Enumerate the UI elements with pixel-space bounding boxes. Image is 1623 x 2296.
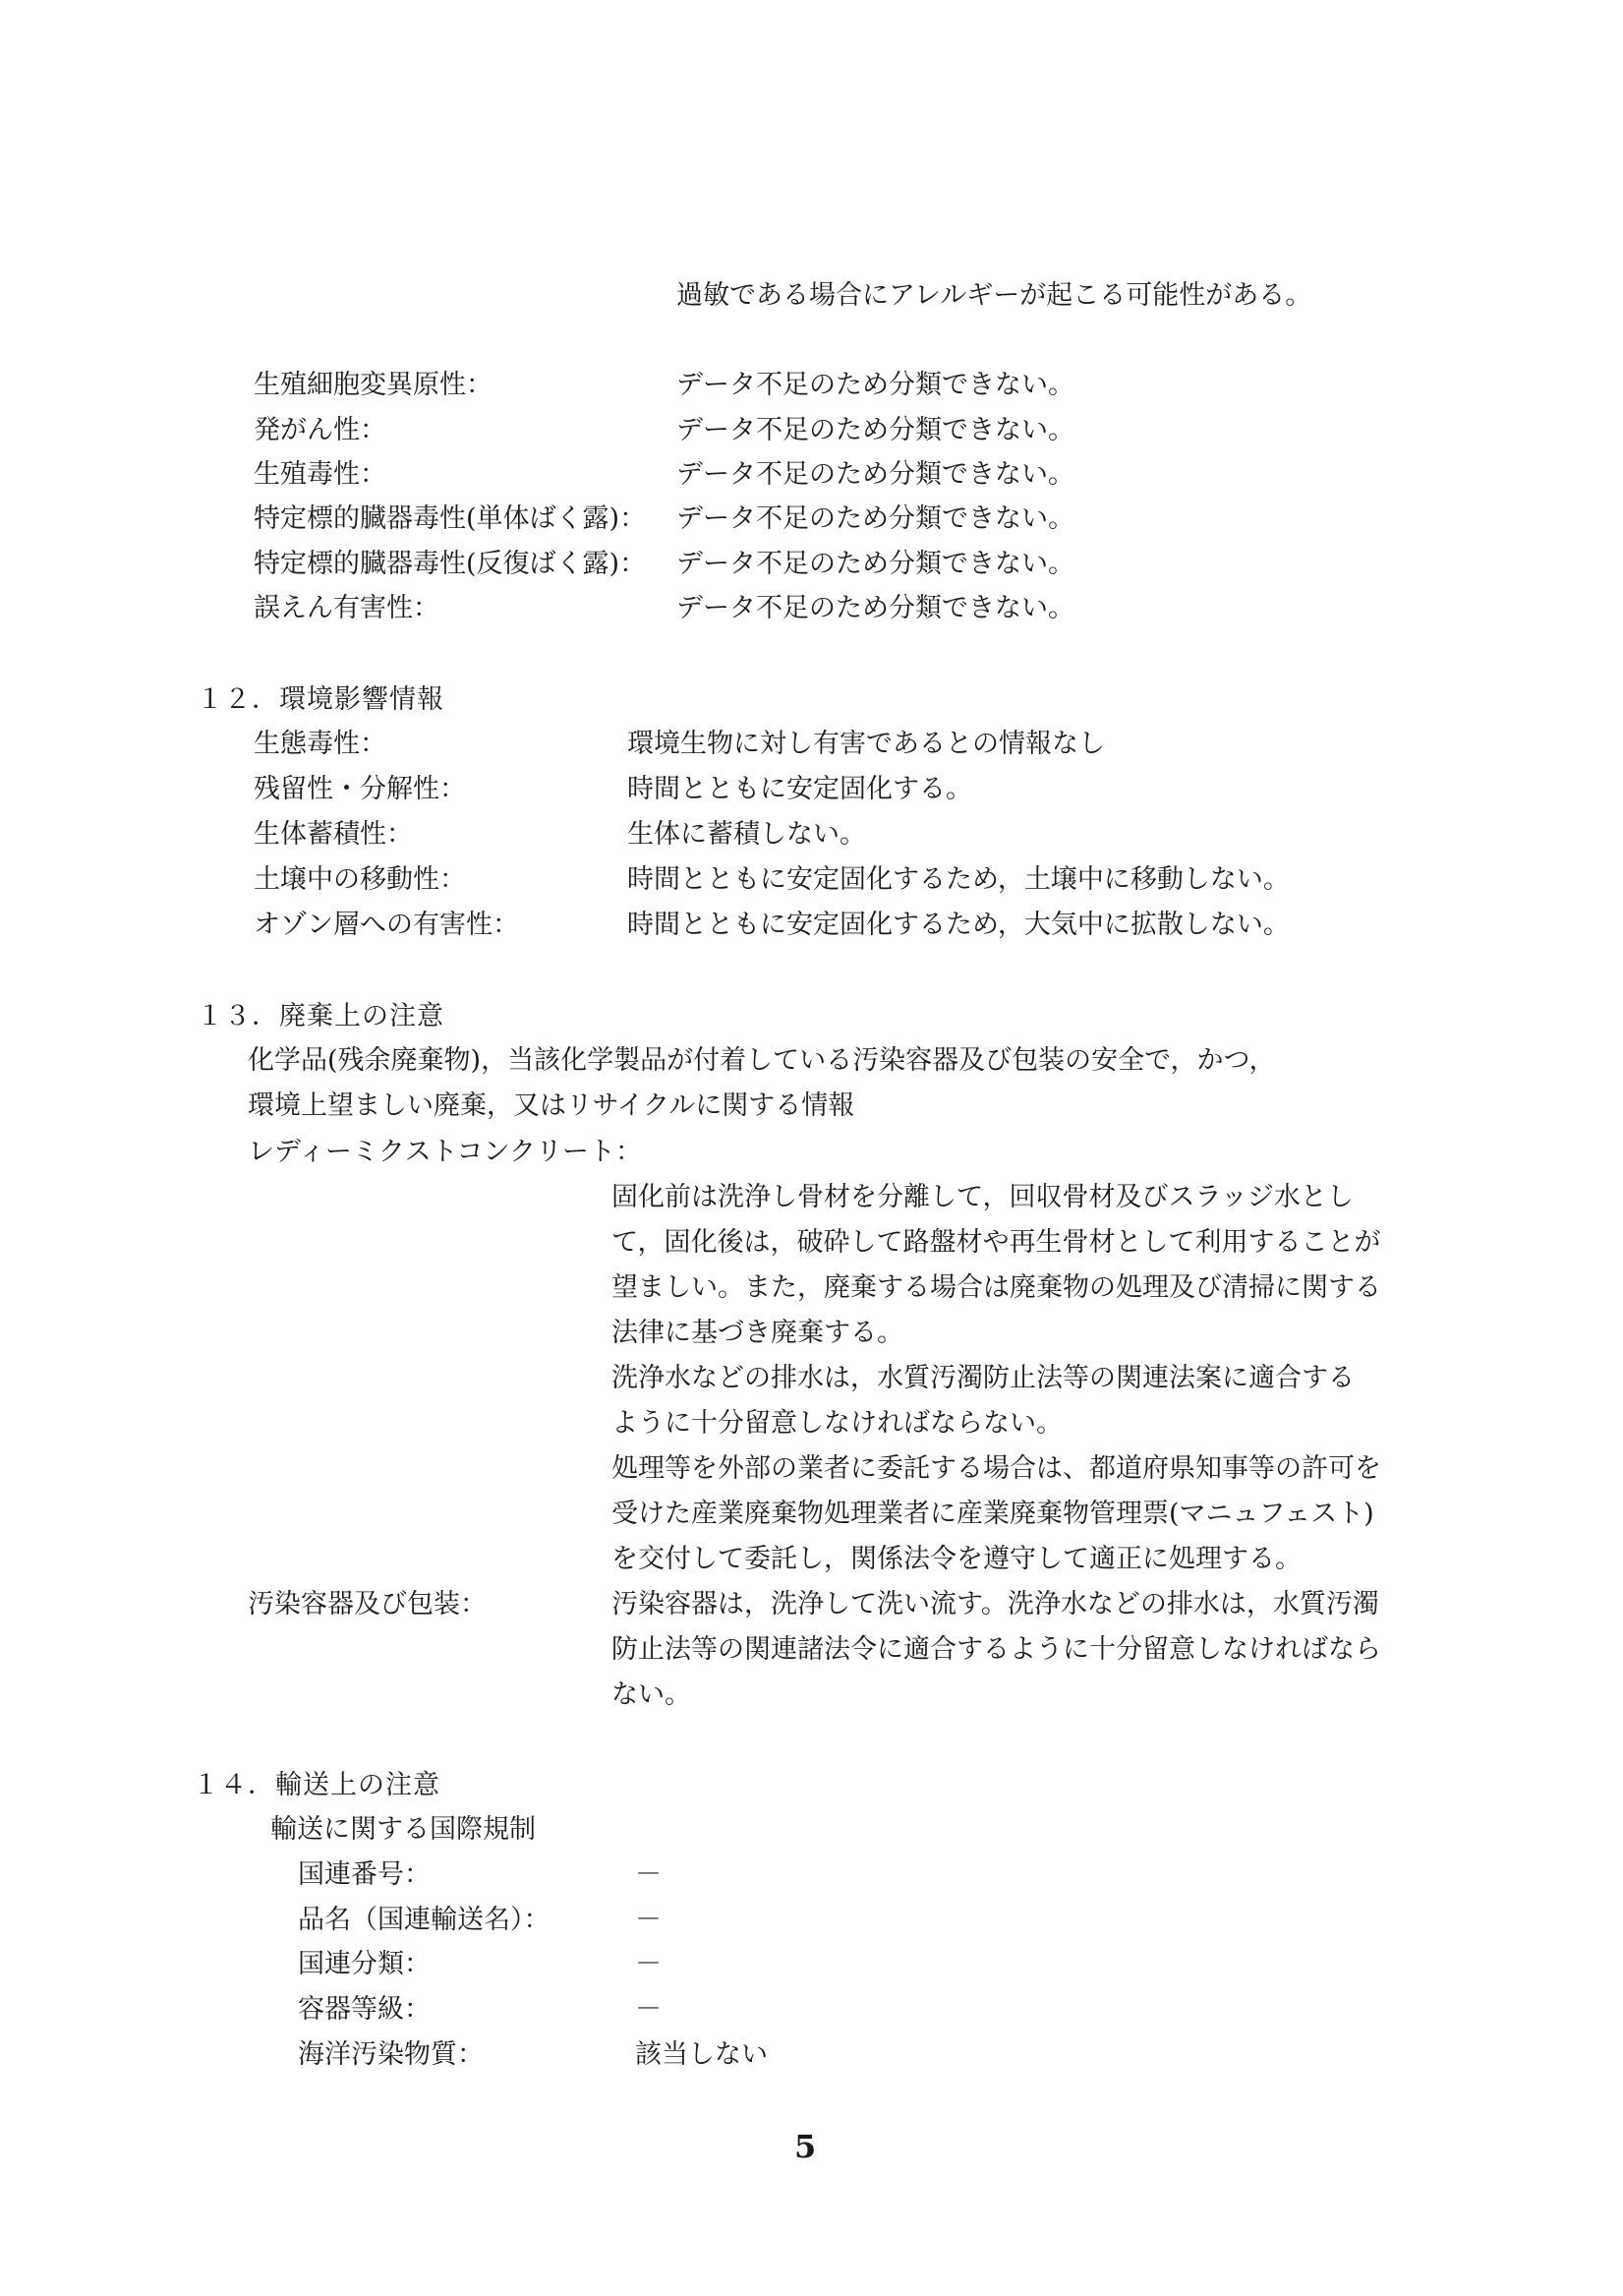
s14-label-packing-group: 容器等級： [298, 1994, 431, 2025]
s13-product-line-6: ように十分留意しなければならない。 [611, 1408, 1063, 1439]
s14-label-proper-shipping-name: 品名（国連輸送名）： [298, 1905, 551, 1935]
s13-product-line-5: 洗浄水などの排水は，水質汚濁防止法等の関連法案に適合する [611, 1363, 1355, 1393]
s13-product-line-9: を交付して委託し，関係法令を遵守して適正に処理する。 [611, 1544, 1302, 1574]
s12-value-ecotoxicity: 環境生物に対し有害であるとの情報なし [627, 729, 1105, 759]
s12-value-ozone: 時間とともに安定固化するため，大気中に拡散しない。 [627, 910, 1290, 940]
s13-product-line-1: 固化前は洗浄し骨材を分離して，回収骨材及びスラッジ水とし [611, 1182, 1354, 1212]
s13-product-line-2: て，固化後は，破砕して路盤材や再生骨材として利用することが [611, 1227, 1381, 1258]
s12-label-persistence: 残留性・分解性： [254, 774, 466, 804]
s13-product-line-3: 望ましい。また，廃棄する場合は廃棄物の処理及び清掃に関する [611, 1272, 1381, 1303]
s12-value-persistence: 時間とともに安定固化する。 [627, 774, 972, 804]
s13-container-line-2: 防止法等の関連諸法令に適合するように十分留意しなければなら [611, 1634, 1381, 1665]
s14-value-un-number: － [635, 1859, 662, 1890]
s14-label-un-class: 国連分類： [298, 1949, 431, 1979]
tox-value-stot-repeated: データ不足のため分類できない。 [676, 549, 1074, 579]
page-number: 5 [794, 2128, 817, 2165]
tox-label-stot-single: 特定標的臓器毒性(単体ばく露)： [254, 503, 647, 534]
tox-value-carcinogenicity: データ不足のため分類できない。 [676, 415, 1074, 445]
tox-label-carcinogenicity: 発がん性： [254, 415, 386, 445]
s13-container-line-3: ない。 [611, 1679, 691, 1710]
s13-intro-line-2: 環境上望ましい廃棄，又はリサイクルに関する情報 [248, 1090, 855, 1121]
section-12-heading: １２．環境影響情報 [197, 684, 444, 715]
s12-label-ecotoxicity: 生態毒性： [254, 729, 386, 759]
s12-label-soil-mobility: 土壌中の移動性： [254, 864, 466, 895]
tox-label-stot-repeated: 特定標的臓器毒性(反復ばく露)： [254, 549, 647, 579]
tox-label-reproductive: 生殖毒性： [254, 459, 386, 490]
tox-label-aspiration: 誤えん有害性： [254, 593, 439, 623]
s13-product-line-7: 処理等を外部の業者に委託する場合は、都道府県知事等の許可を [611, 1453, 1381, 1484]
s13-product-line-8: 受けた産業廃棄物処理業者に産業廃棄物管理票(マニュフェスト) [611, 1499, 1374, 1529]
toxicity-continuation: 過敏である場合にアレルギーが起こる可能性がある。 [676, 280, 1312, 311]
s14-label-marine-pollutant: 海洋汚染物質： [298, 2039, 484, 2070]
tox-value-aspiration: データ不足のため分類できない。 [676, 593, 1074, 623]
tox-value-germ-cell: データ不足のため分類できない。 [676, 370, 1074, 400]
s14-value-proper-shipping-name: － [635, 1905, 662, 1935]
s13-product-label: レディーミクストコンクリート： [248, 1137, 642, 1167]
s14-value-marine-pollutant: 該当しない [635, 2039, 768, 2070]
tox-value-stot-single: データ不足のため分類できない。 [676, 503, 1074, 534]
s13-container-label: 汚染容器及び包装： [248, 1589, 487, 1619]
s12-value-bioaccumulation: 生体に蓄積しない。 [627, 819, 866, 850]
s14-value-packing-group: － [635, 1994, 662, 2025]
section-14-heading: １４．輸送上の注意 [193, 1770, 440, 1800]
s14-subheading: 輸送に関する国際規制 [270, 1814, 536, 1845]
s12-label-bioaccumulation: 生体蓄積性： [254, 819, 413, 850]
s12-value-soil-mobility: 時間とともに安定固化するため，土壌中に移動しない。 [627, 864, 1290, 895]
tox-label-germ-cell: 生殖細胞変異原性： [254, 370, 493, 400]
section-13-heading: １３．廃棄上の注意 [197, 1001, 444, 1031]
s14-value-un-class: － [635, 1949, 662, 1979]
s12-label-ozone: オゾン層への有害性： [254, 910, 519, 940]
s13-intro-line-1: 化学品(残余廃棄物)，当該化学製品が付着している汚染容器及び包装の安全で，かつ， [248, 1045, 1276, 1076]
s13-product-line-4: 法律に基づき廃棄する。 [611, 1318, 903, 1348]
tox-value-reproductive: データ不足のため分類できない。 [676, 459, 1074, 490]
s14-label-un-number: 国連番号： [298, 1859, 431, 1890]
s13-container-line-1: 汚染容器は，洗浄して洗い流す。洗浄水などの排水は，水質汚濁 [611, 1589, 1379, 1619]
